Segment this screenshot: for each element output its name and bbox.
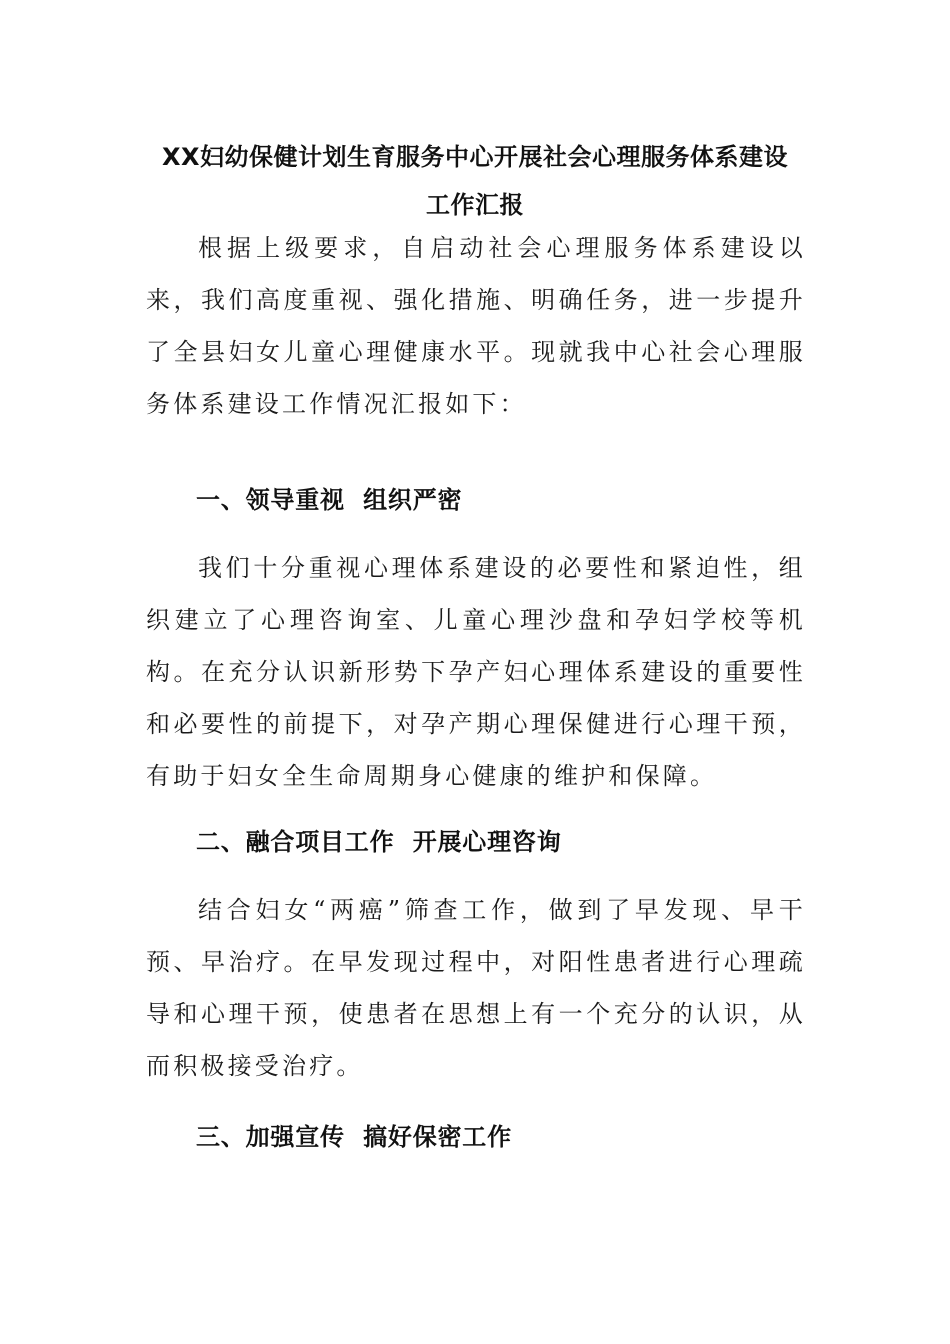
section-3-heading: 三、加强宣传 搞好保密工作	[196, 1123, 512, 1151]
section-2-heading: 二、融合项目工作 开展心理咨询	[196, 828, 562, 856]
section-2-body: 结合妇女“两癌”筛查工作，做到了早发现、早干预、早治疗。在早发现过程中，对阳性患者进行心理疏导和心理干预，使患者在思想上有一个充分的认识，从而积极接受治疗。	[146, 896, 806, 1080]
document-title-line-1: XX妇幼保健计划生育服务中心开展社会心理服务体系建设	[161, 143, 788, 171]
section-1-heading: 一、领导重视 组织严密	[196, 486, 463, 514]
document-title-line-2: 工作汇报	[426, 191, 524, 219]
section-1-body: 我们十分重视心理体系建设的必要性和紧迫性，组织建立了心理咨询室、儿童心理沙盘和孕妇学校等机构。在充分认识新形势下孕产妇心理体系建设的重要性和必要性的前提下，对孕产期心理保健进行心理干预，有助于妇女全生命周期身心健康的维护和保障。	[146, 554, 806, 790]
intro-paragraph: 根据上级要求，自启动社会心理服务体系建设以来，我们高度重视、强化措施、明确任务，进一步提升了全县妇女儿童心理健康水平。现就我中心社会心理服务体系建设工作情况汇报如下：	[146, 234, 806, 418]
